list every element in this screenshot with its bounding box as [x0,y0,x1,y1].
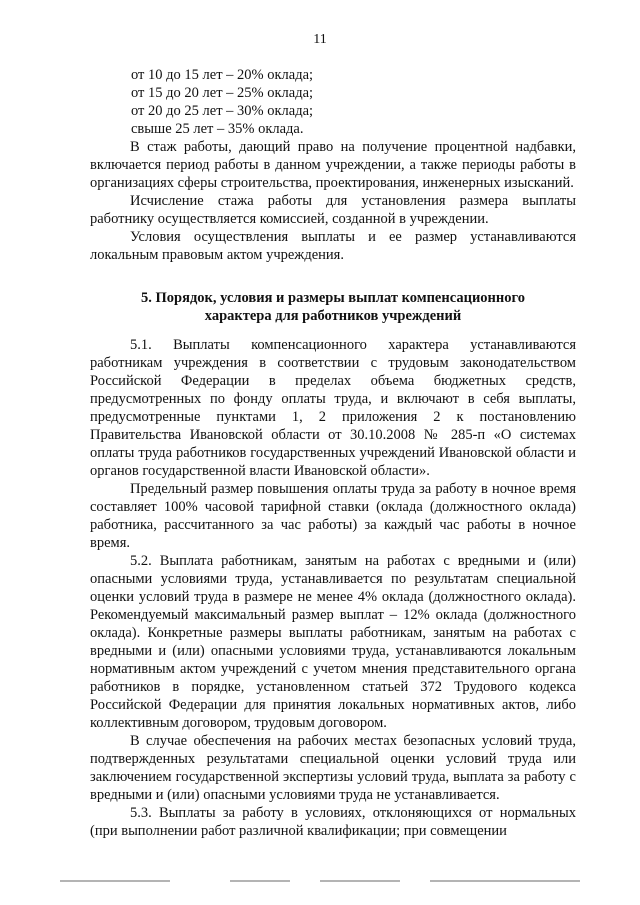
intro-text [90,138,576,264]
list-item: от 15 до 20 лет – 25% оклада; [131,85,314,101]
paragraph: 5.3. Выплаты за работу в условиях, отклоняющихся от нормальных (при выполнении работ различной квалификации; при совмещении [90,805,576,839]
seniority-list [131,66,313,138]
scan-artifact [60,880,580,883]
list-item: свыше 25 лет – 35% оклада. [131,121,304,137]
paragraph: В случае обеспечения на рабочих местах безопасных условий труда, подтвержденных результатами специальной оценки условий труда или заключением государственной экспертизы условий труда, выплата за работу с вредными и (или) опасными условиями труда не устанавливается. [90,733,576,803]
section-heading-line: 5. Порядок, условия и размеры выплат компенсационного [141,290,525,306]
paragraph: 5.2. Выплата работникам, занятым на работах с вредными и (или) опасными условиями труда, устанавливается по результатам специальной оценки условий труда в размере не менее 4% оклада (должностного оклада). Рекомендуемый максимальный размер выплат – 12% оклада (должностного оклада). Конкретные размеры выплаты работникам, занятым на работах с вредными и (или) опасными условиями труда, устанавливаются локальным нормативным актом учреждений с учетом мнения представительного органа работников в порядке, установленном статьей 372 Трудового кодекса Российской Федерации для принятия локальных нормативных актов, либо коллективным договором, трудовым договором. [90,553,576,731]
paragraph: Исчисление стажа работы для установления размера выплаты работнику осуществляется комиссией, созданной в учреждении. [90,193,576,227]
section-heading-line: характера для работников учреждений [204,308,462,324]
paragraph: Предельный размер повышения оплаты труда за работу в ночное время составляет 100% часовой тарифной ставки (оклада (должностного оклада) работника, рассчитанного за час работы) за каждый час работы в ночное время. [90,481,576,551]
page-number: 11 [313,32,327,47]
paragraph: В стаж работы, дающий право на получение процентной надбавки, включается период работы в данном учреждении, а также периоды работы в организациях сферы строительства, проектирования, инженерных изысканий. [90,139,576,191]
paragraph: 5.1. Выплаты компенсационного характера устанавливаются работникам учреждения в соответствии с трудовым законодательством Российской Федерации в пределах объема бюджетных средств, предусмотренных по фонду оплаты труда, и включают в себя выплаты, предусмотренные пунктами 1, 2 приложения 2 к постановлению Правительства Ивановской области от 30.10.2008 № 285-п «О системах оплаты труда работников государственных учреждений Ивановской области и органов государственной власти Ивановской области». [90,337,576,479]
section-text [90,336,576,840]
list-item: от 20 до 25 лет – 30% оклада; [131,103,314,119]
list-item: от 10 до 15 лет – 20% оклада; [131,67,314,83]
section-heading [90,289,576,325]
paragraph: Условия осуществления выплаты и ее размер устанавливаются локальным правовым актом учреждения. [90,229,576,263]
